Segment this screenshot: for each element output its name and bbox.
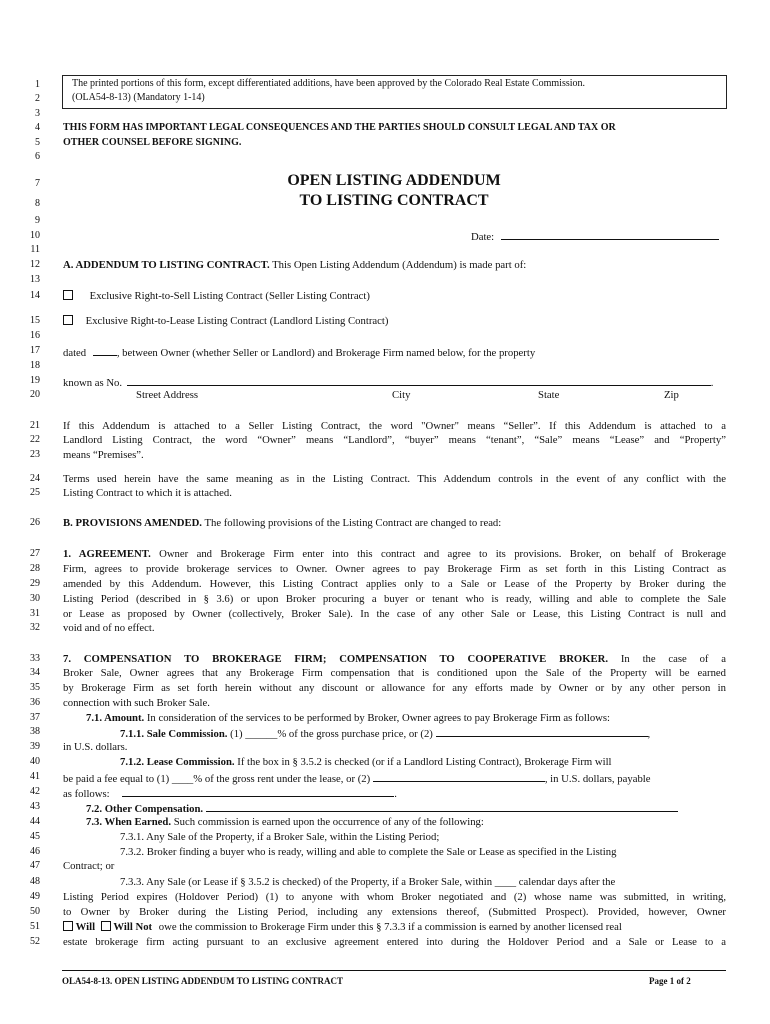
- owner-definition-line-1: If this Addendum is attached to a Seller Listing Contract, the word "Owner" means “Seller”. If this Addendum is attached to a: [63, 420, 726, 432]
- line-number: 52: [30, 936, 40, 947]
- line-number: 26: [30, 517, 40, 528]
- owe-commission-text: owe the commission to Brokerage Firm under this § 7.3.3 if a commission is earned by another licensed real: [158, 921, 622, 933]
- dated-between-text: , between Owner (whether Seller or Landlord) and Brokerage Firm named below, for the property: [116, 347, 536, 359]
- terms-line-1: Terms used herein have the same meaning as in the Listing Contract. This Addendum controls in the event of any conflict with the: [63, 473, 726, 485]
- line-number: 17: [30, 345, 40, 356]
- when-earned-heading: 7.3. When Earned.: [86, 816, 172, 828]
- clause-7-3-3-line-5: estate brokerage firm acting pursuant to an exclusive agreement entered into during the Holdover Period and a Sale or Lease to a: [63, 936, 726, 948]
- dated-field[interactable]: [93, 345, 117, 356]
- agreement-text-1: Owner and Brokerage Firm enter into this contract and agree to its provisions. Broker, on behalf of Brokerage: [159, 548, 727, 560]
- state-label: State: [538, 389, 560, 401]
- line-number: 13: [30, 274, 40, 285]
- clause-7-3-3-line-4: [63, 921, 726, 933]
- line-number: 44: [30, 816, 40, 827]
- line-number: 49: [30, 891, 40, 902]
- dated-row: [63, 345, 726, 359]
- sale-commission-heading: 7.1.1. Sale Commission.: [120, 728, 228, 740]
- document-title-line-1: OPEN LISTING ADDENDUM: [287, 172, 501, 189]
- line-number: 3: [35, 108, 40, 119]
- line-number: 2: [35, 93, 40, 104]
- line-number: 29: [30, 578, 40, 589]
- line-number: 10: [30, 230, 40, 241]
- landlord-listing-label: Exclusive Right-to-Lease Listing Contract (Landlord Listing Contract): [85, 315, 389, 327]
- compensation-line-4: connection with such Broker Sale.: [63, 697, 210, 709]
- property-address-field[interactable]: [127, 375, 711, 386]
- line-number: 46: [30, 846, 40, 857]
- line-number: 50: [30, 906, 40, 917]
- line-number: 41: [30, 771, 40, 782]
- as-follows-label: as follows:: [63, 788, 110, 800]
- clause-7-3-1: 7.3.1. Any Sale of the Property, if a Broker Sale, within the Listing Period;: [120, 831, 440, 843]
- known-as-row: known as No. .: [63, 377, 714, 389]
- section-b-row: [63, 517, 726, 529]
- lease-commission-heading: 7.1.2. Lease Commission.: [120, 756, 235, 768]
- terms-line-2: Listing Contract to which it is attached.: [63, 487, 232, 499]
- line-number: 28: [30, 563, 40, 574]
- section-b-text: The following provisions of the Listing Contract are changed to read:: [204, 517, 502, 529]
- line-number: 11: [30, 244, 40, 255]
- compensation-line-2: Broker Sale, Owner agrees that any Brokerage Firm compensation that is conditioned upon the Sale of the Property will be earned: [63, 667, 726, 679]
- footer-form-id: OLA54-8-13. OPEN LISTING ADDENDUM TO LISTING CONTRACT: [62, 976, 343, 986]
- line-number: 25: [30, 487, 40, 498]
- legal-warning-line-2: OTHER COUNSEL BEFORE SIGNING.: [63, 137, 242, 148]
- line-number: 14: [30, 290, 40, 301]
- line-number: 6: [35, 151, 40, 162]
- line-number: 21: [30, 420, 40, 431]
- line-number: 40: [30, 756, 40, 767]
- clause-7-3-2-cont: Contract; or: [63, 860, 115, 872]
- line-number: 22: [30, 434, 40, 445]
- line-number: 9: [35, 215, 40, 226]
- dated-label: dated: [63, 347, 87, 359]
- agreement-heading: 1. AGREEMENT.: [63, 548, 151, 560]
- other-compensation-row: [86, 801, 749, 815]
- line-number: 48: [30, 876, 40, 887]
- lease-commission-row: [120, 756, 726, 768]
- owner-definition-line-2: Landlord Listing Contract, the word “Owner” means “Landlord”, “buyer” means “tenant”, “Sale” means “Lease” and “Property”: [63, 434, 726, 446]
- line-number: 30: [30, 593, 40, 604]
- will-checkbox[interactable]: [63, 921, 73, 931]
- line-number: 12: [30, 259, 40, 270]
- line-number: 47: [30, 860, 40, 871]
- other-compensation-field[interactable]: [206, 801, 678, 812]
- line-number: 1: [35, 79, 40, 90]
- commission-notice-box: [62, 75, 727, 109]
- compensation-line-3: by Brokerage Firm as set forth herein without any discount or allowance for any efforts made by Owner or by any other person in: [63, 682, 726, 694]
- agreement-line-1: [63, 548, 726, 560]
- landlord-listing-checkbox[interactable]: [63, 315, 73, 325]
- option-seller-listing: [63, 290, 726, 302]
- street-address-label: Street Address: [136, 389, 199, 401]
- lease-commission-amount-field[interactable]: [373, 771, 545, 782]
- seller-listing-label: Exclusive Right-to-Sell Listing Contract (Seller Listing Contract): [89, 290, 370, 302]
- line-number: 19: [30, 375, 40, 386]
- line-number: 38: [30, 726, 40, 737]
- line-number: 18: [30, 360, 40, 371]
- city-label: City: [392, 389, 411, 401]
- line-number: 34: [30, 667, 40, 678]
- compensation-heading: 7. COMPENSATION TO BROKERAGE FIRM; COMPENSATION TO COOPERATIVE BROKER.: [63, 653, 609, 665]
- section-b-heading: B. PROVISIONS AMENDED.: [63, 517, 202, 529]
- notice-line-2: (OLA54-8-13) (Mandatory 1-14): [72, 92, 205, 103]
- agreement-line-6: void and of no effect.: [63, 622, 155, 634]
- document-title-line-2: TO LISTING CONTRACT: [299, 192, 489, 209]
- line-number: 32: [30, 622, 40, 633]
- lease-payable-text: , in U.S. dollars, payable: [544, 773, 651, 785]
- clause-7-3-3-line-3: to Owner by Broker during the Listing Period, including any extensions thereof, (Submitted Prospect). Provided, however, Owner: [63, 906, 726, 918]
- line-number: 43: [30, 801, 40, 812]
- lease-commission-line-2: [63, 771, 726, 785]
- when-earned-text: Such commission is earned upon the occurrence of any of the following:: [173, 816, 484, 828]
- agreement-line-4: Listing Period (described in § 3.6) or upon Broker procuring a buyer or tenant who is ready, willing and able to complete the Sale: [63, 593, 726, 605]
- will-not-checkbox[interactable]: [101, 921, 111, 931]
- line-number: 23: [30, 449, 40, 460]
- line-number: 45: [30, 831, 40, 842]
- agreement-line-2: Firm, agrees to provide brokerage services to Owner. Owner agrees to pay Brokerage Firm as set forth in this Listing Contract as: [63, 563, 726, 575]
- known-as-label: known as No.: [63, 377, 123, 389]
- lease-fee-text: be paid a fee equal to (1) ____% of the gross rent under the lease, or (2): [63, 773, 371, 785]
- line-number: 4: [35, 122, 40, 133]
- line-number: 5: [35, 137, 40, 148]
- amount-heading: 7.1. Amount.: [86, 712, 145, 724]
- line-number: 35: [30, 682, 40, 693]
- date-label: Date:: [471, 231, 495, 243]
- amount-row: [86, 712, 749, 724]
- agreement-line-3: amended by this Addendum. However, this Listing Contract applies only to a Sale or Lease of the Property by Broker during the: [63, 578, 726, 590]
- line-number: 27: [30, 548, 40, 559]
- line-number: 15: [30, 315, 40, 326]
- legal-warning-line-1: THIS FORM HAS IMPORTANT LEGAL CONSEQUENCES AND THE PARTIES SHOULD CONSULT LEGAL AND TAX OR: [63, 122, 616, 133]
- clause-7-3-3-line-2: Listing Period expires (Holdover Period) (1) to anyone with whom Broker negotiated and (2) whose name was submitted, in writing,: [63, 891, 726, 903]
- agreement-line-5: or Lease as proposed by Owner (collectively, Broker Sale). In the case of any other Sale or Lease, this Listing Contract is null and: [63, 608, 726, 620]
- compensation-line-1: [63, 653, 726, 665]
- zip-label: Zip: [664, 389, 679, 401]
- line-number: 42: [30, 786, 40, 797]
- line-number: 36: [30, 697, 40, 708]
- amount-text: In consideration of the services to be performed by Broker, Owner agrees to pay Brokerage Firm as follows:: [146, 712, 611, 724]
- notice-line-1: The printed portions of this form, except differentiated additions, have been approved by the Colorado Real Estate Commission.: [72, 78, 586, 89]
- line-number: 31: [30, 608, 40, 619]
- line-number: 24: [30, 473, 40, 484]
- will-label: Will: [75, 921, 96, 933]
- line-number: 7: [35, 178, 40, 189]
- when-earned-row: [86, 816, 749, 828]
- owner-definition-line-3: means “Premises”.: [63, 449, 144, 461]
- lease-commission-text: If the box in § 3.5.2 is checked (or if a Landlord Listing Contract), Brokerage Firm will: [237, 756, 612, 768]
- sale-commission-amount-field[interactable]: [436, 726, 648, 737]
- sale-commission-cont: in U.S. dollars.: [63, 741, 128, 753]
- line-number: 37: [30, 712, 40, 723]
- sale-commission-text: (1) ______% of the gross purchase price, or (2): [230, 728, 433, 740]
- will-not-label: Will Not: [113, 921, 153, 933]
- date-row: [471, 229, 731, 243]
- line-number: 33: [30, 653, 40, 664]
- section-a-text: This Open Listing Addendum (Addendum) is made part of:: [272, 259, 527, 271]
- date-field[interactable]: [501, 229, 719, 240]
- seller-listing-checkbox[interactable]: [63, 290, 73, 300]
- footer-page-number: Page 1 of 2: [649, 976, 691, 986]
- line-number: 39: [30, 741, 40, 752]
- line-number: 51: [30, 921, 40, 932]
- line-number: 16: [30, 330, 40, 341]
- lease-payment-terms-field[interactable]: [122, 786, 394, 797]
- other-compensation-heading: 7.2. Other Compensation.: [86, 803, 204, 815]
- section-a-row: [63, 259, 726, 271]
- option-landlord-listing: [63, 315, 726, 327]
- lease-commission-line-3: as follows: .: [63, 788, 397, 800]
- compensation-text-1: In the case of a: [620, 653, 727, 665]
- sale-commission-row: 7.1.1. Sale Commission. (1) ______% of the gross purchase price, or (2) ,: [120, 728, 651, 740]
- clause-7-3-3: 7.3.3. Any Sale (or Lease if § 3.5.2 is checked) of the Property, if a Broker Sale, within ____ calendar days after the: [120, 876, 616, 888]
- footer-divider: [62, 970, 726, 971]
- section-a-heading: A. ADDENDUM TO LISTING CONTRACT.: [63, 259, 270, 271]
- clause-7-3-2: 7.3.2. Broker finding a buyer who is ready, willing and able to complete the Sale or Lease as specified in the Listing: [120, 846, 617, 858]
- line-number: 20: [30, 389, 40, 400]
- line-number: 8: [35, 198, 40, 209]
